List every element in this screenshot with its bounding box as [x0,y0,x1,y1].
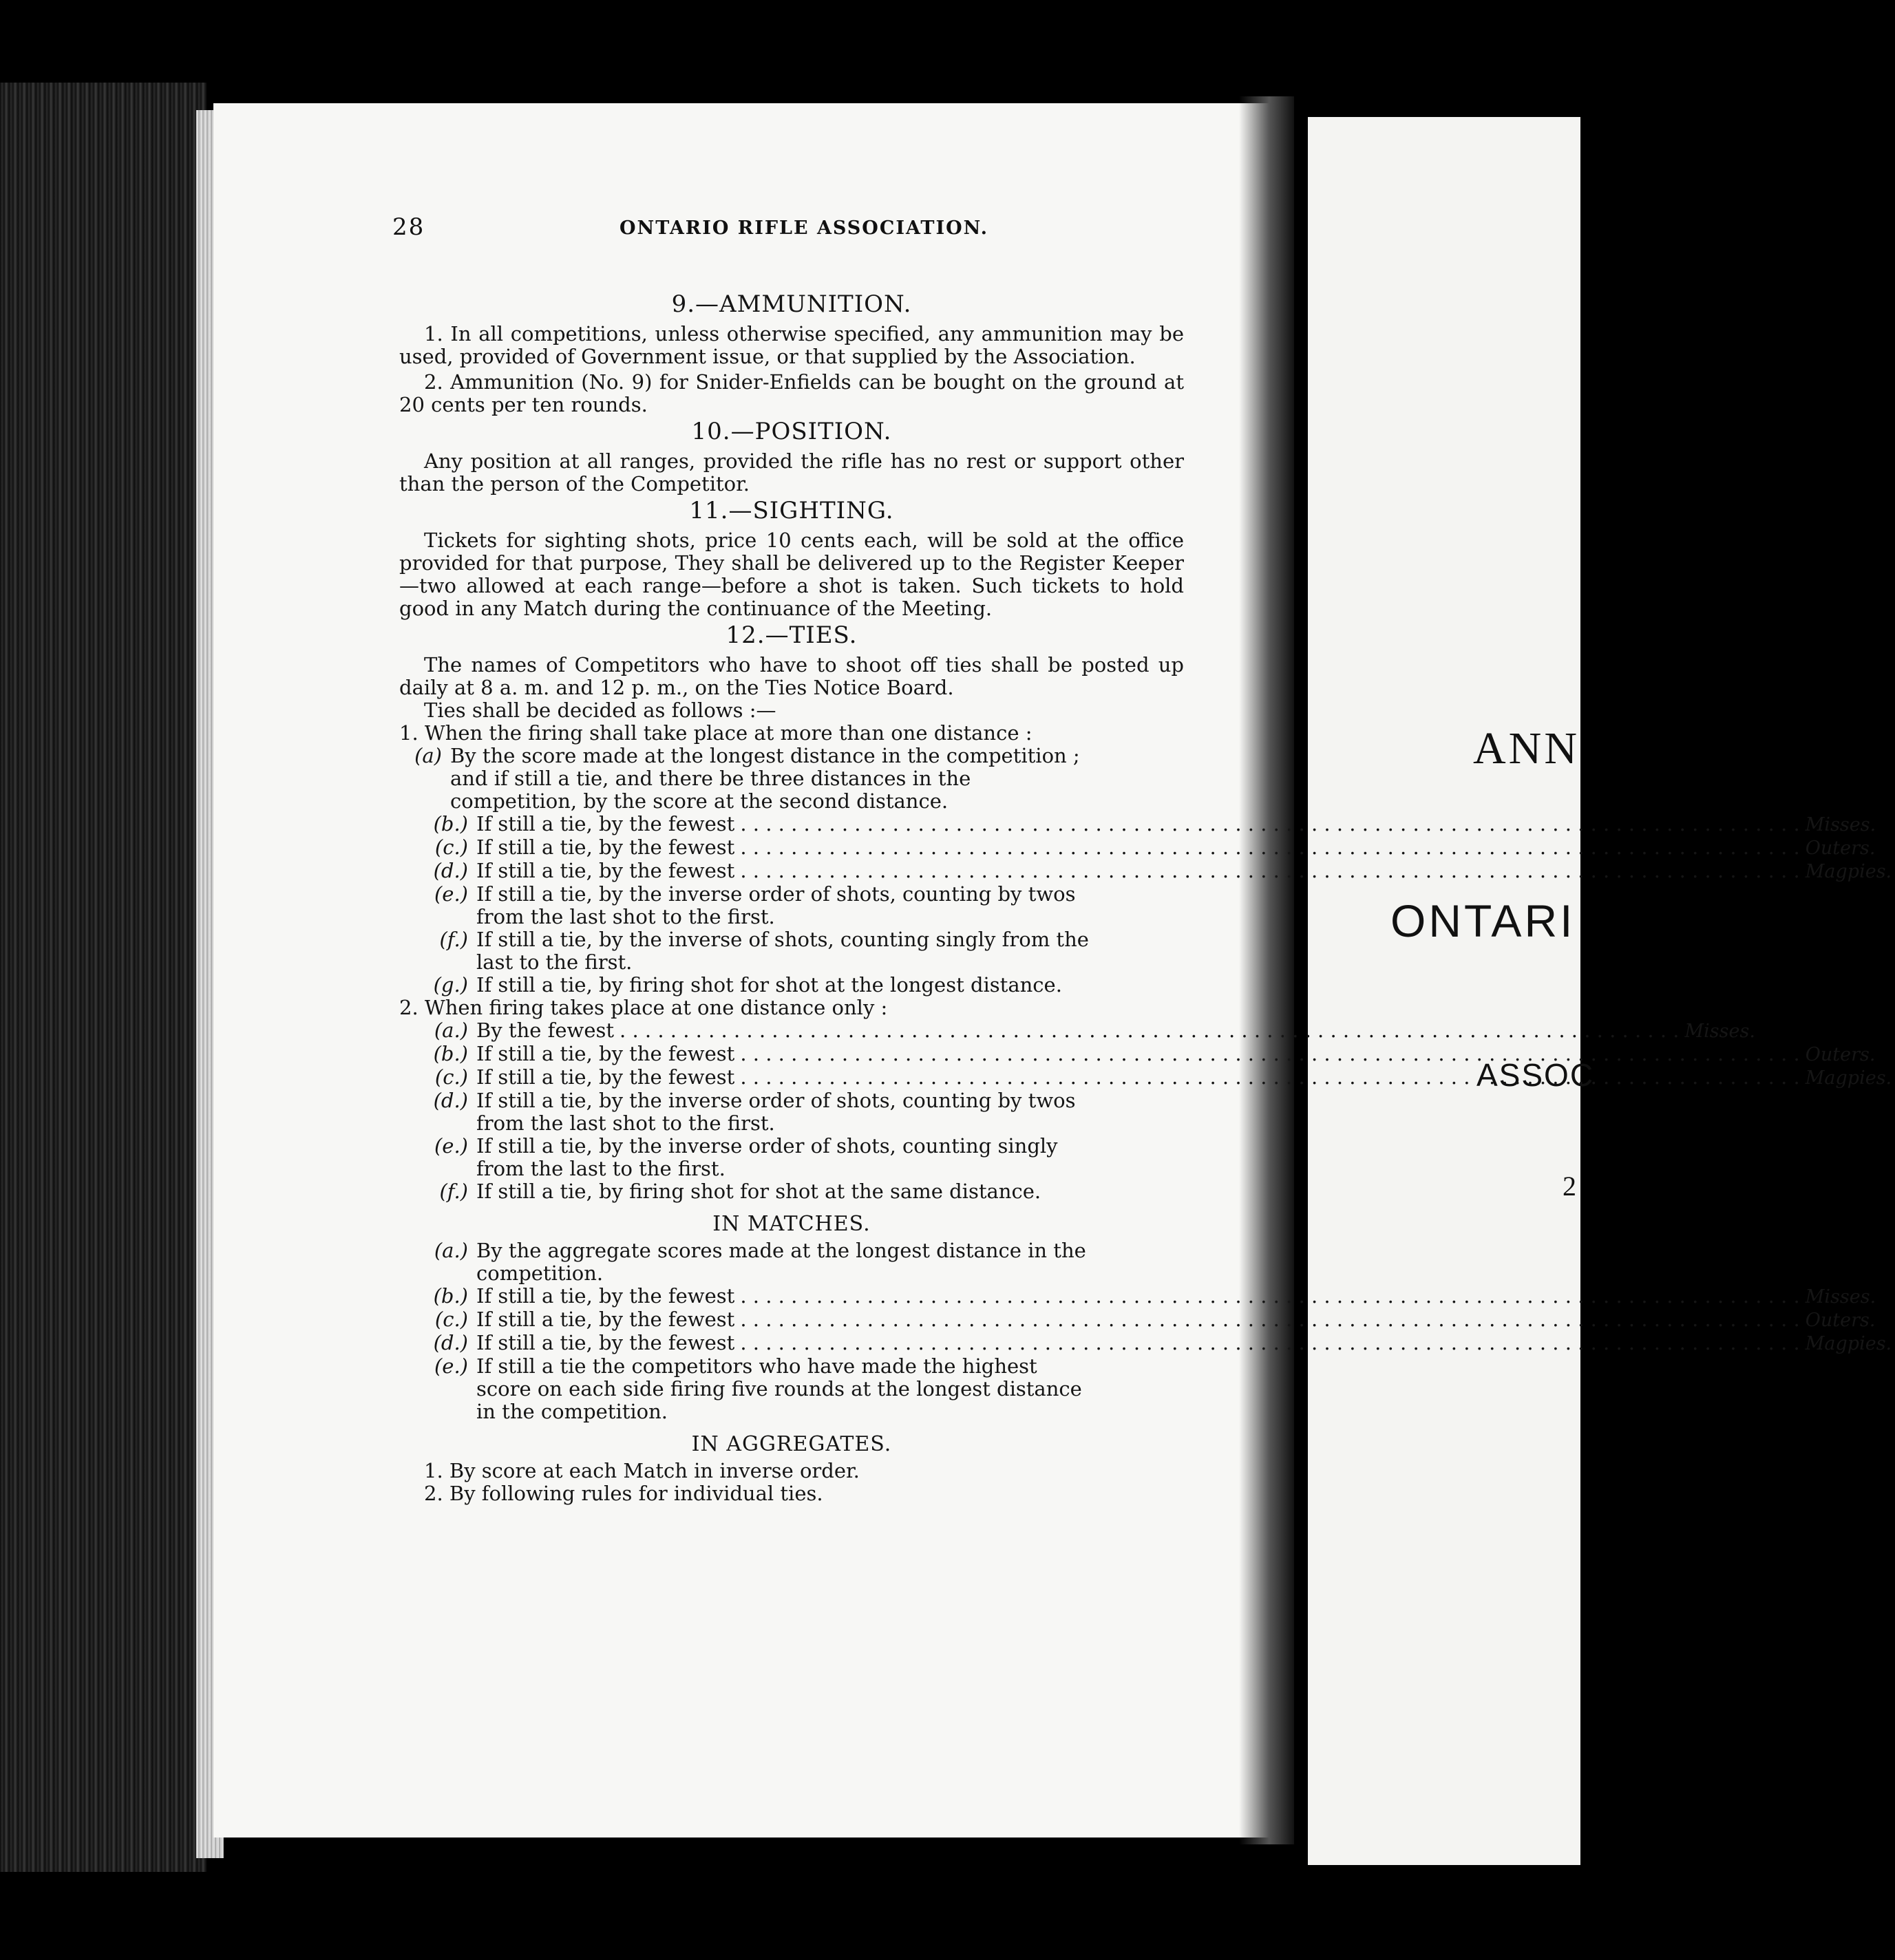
item-tail: Misses. [1684,1021,1755,1042]
item-text: If still a tie, by the inverse of shots, counting singly from the last to the first. [476,928,1089,974]
ties-rule-1-list [399,745,1094,813]
item-label: (b.) [433,1284,468,1308]
list-item [399,1135,1094,1180]
section-heading-sighting: 11.—SIGHTING. [689,497,894,524]
ammunition-paragraph-2: 2. Ammunition (No. 9) for Snider-Enfields can be bought on the ground at 20 cents per ten rounds. [399,370,1184,416]
item-label: (c.) [434,835,468,859]
ammunition-paragraph-1: 1. In all competitions, unless otherwise specified, any ammunition may be used, provided of Government issue, or that supplied by the Association. [399,322,1184,368]
page-header [392,213,1184,248]
item-text: By the aggregate scores made at the longest distance in the competition. [476,1239,1086,1285]
list-item [399,1042,1876,1066]
item-label: (c.) [434,1065,468,1089]
matches-list [399,1239,1094,1285]
list-item [399,1019,1755,1043]
item-tail: Magpies. [1805,1333,1892,1354]
item-label: (a) [414,744,442,767]
item-label: (d.) [433,1331,468,1354]
list-item [399,1308,1876,1332]
item-tail: Outers. [1805,838,1876,859]
item-text: By the fewest [476,1019,615,1042]
item-text: If still a tie, by the inverse order of shots, counting singly from the last to the first. [476,1134,1058,1180]
leader-dots [740,1332,1799,1354]
item-text: By the score made at the longest distance in the competition ; and if still a tie, and there be three distances in the competition, by the score at the second distance. [450,744,1080,813]
right-page-line-3: ASSOC [1476,1057,1595,1093]
item-label: (d.) [433,859,468,882]
leader-dots [740,1066,1799,1089]
item-text: If still a tie, by firing shot for shot at the same distance. [476,1180,1041,1203]
item-text: If still a tie, by the fewest [476,1308,735,1331]
item-text: If still a tie, by the inverse order of shots, counting by twos from the last shot to the first. [476,882,1076,928]
leader-dots [740,1285,1799,1308]
ties-rule-2-list-cont [399,1089,1094,1203]
item-label: (b.) [433,1042,468,1065]
item-tail: Misses. [1805,1286,1876,1308]
section-heading-ammunition: 9.—AMMUNITION. [671,290,912,318]
item-label: (b.) [433,812,468,835]
section-heading-aggregates: IN AGGREGATES. [691,1432,892,1456]
leader-dots [740,860,1799,882]
item-label: (e.) [434,1134,468,1158]
section-heading-position: 10.—POSITION. [691,418,892,445]
list-item [399,974,1094,997]
ties-decided: Ties shall be decided as follows :— [424,699,776,722]
list-item [399,1331,1892,1355]
item-tail: Outers. [1805,1310,1876,1331]
running-title: ONTARIO RIFLE ASSOCIATION. [620,217,989,239]
leader-dots [740,1043,1799,1065]
item-tail: Magpies. [1805,861,1892,882]
item-text: If still a tie, by the fewest [476,1042,735,1065]
list-item [399,812,1876,836]
item-text: If still a tie, by firing shot for shot at the longest distance. [476,973,1062,997]
item-text: If still a tie, by the fewest [476,1284,735,1308]
leader-dots [620,1019,1679,1042]
section-heading-ties: 12.—TIES. [726,621,858,649]
list-item [399,1180,1094,1203]
list-item [399,1239,1094,1285]
right-page [1308,117,1595,1865]
right-page-line-2: ONTARI [1390,895,1576,946]
leader-dots [740,836,1799,859]
item-text: If still a tie, by the fewest [476,835,735,859]
leader-dots [740,813,1799,835]
list-item [399,1355,1094,1423]
item-text: If still a tie, by the fewest [476,1065,735,1089]
item-label: (c.) [434,1308,468,1331]
item-text: If still a tie, by the inverse order of shots, counting by twos from the last shot to the first. [476,1089,1076,1135]
list-item [399,1284,1876,1308]
item-label: (f.) [439,1180,468,1203]
item-label: (d.) [433,1089,468,1112]
item-text: If still a tie, by the fewest [476,1331,735,1354]
right-page-line-4: 2 [1563,1171,1576,1202]
item-text: If still a tie, by the fewest [476,812,735,835]
item-tail: Misses. [1805,814,1876,835]
item-text: If still a tie the competitors who have made the highest score on each side firing five rounds at the longest distance in the competition. [476,1354,1082,1423]
item-label: (a.) [434,1019,468,1042]
item-label: (a.) [434,1239,468,1262]
position-paragraph: Any position at all ranges, provided the rifle has no rest or support other than the person of the Competitor. [399,449,1184,496]
sighting-paragraph: Tickets for sighting shots, price 10 cents each, will be sold at the office provided for that purpose, They shall be delivered up to the Register Keeper—two allowed at each range—before a shot is taken. Such tickets to hold good in any Match during the continuance of the Meeting. [399,529,1184,620]
ties-rule-2: 2. When firing takes place at one distance only : [399,996,888,1019]
aggregates-item-2: 2. By following rules for individual ties. [424,1482,823,1505]
aggregates-item-1: 1. By score at each Match in inverse order. [424,1459,860,1482]
section-heading-matches: IN MATCHES. [712,1212,871,1236]
item-label: (e.) [434,882,468,906]
right-page-line-1: ANN [1473,723,1580,774]
item-tail: Magpies. [1805,1067,1892,1089]
list-item [399,883,1094,928]
ties-rule-1: 1. When the firing shall take place at more than one distance : [399,721,1033,745]
book-binding-edge [0,83,207,1872]
item-label: (g.) [433,973,468,997]
book-gutter [1239,96,1294,1844]
list-item [399,745,1094,813]
item-tail: Outers. [1805,1044,1876,1065]
ties-intro: The names of Competitors who have to shoot off ties shall be posted up daily at 8 a. m. and 12 p. m., on the Ties Notice Board. [399,653,1184,699]
item-text: If still a tie, by the fewest [476,859,735,882]
item-label: (f.) [439,928,468,951]
page-number: 28 [392,213,425,241]
ties-rule-1-list-cont [399,883,1094,997]
list-item [399,835,1876,860]
leader-dots [740,1308,1799,1331]
list-item [399,859,1892,883]
matches-list-cont [399,1355,1094,1423]
list-item [399,1089,1094,1135]
item-label: (e.) [434,1354,468,1378]
list-item [399,928,1094,974]
